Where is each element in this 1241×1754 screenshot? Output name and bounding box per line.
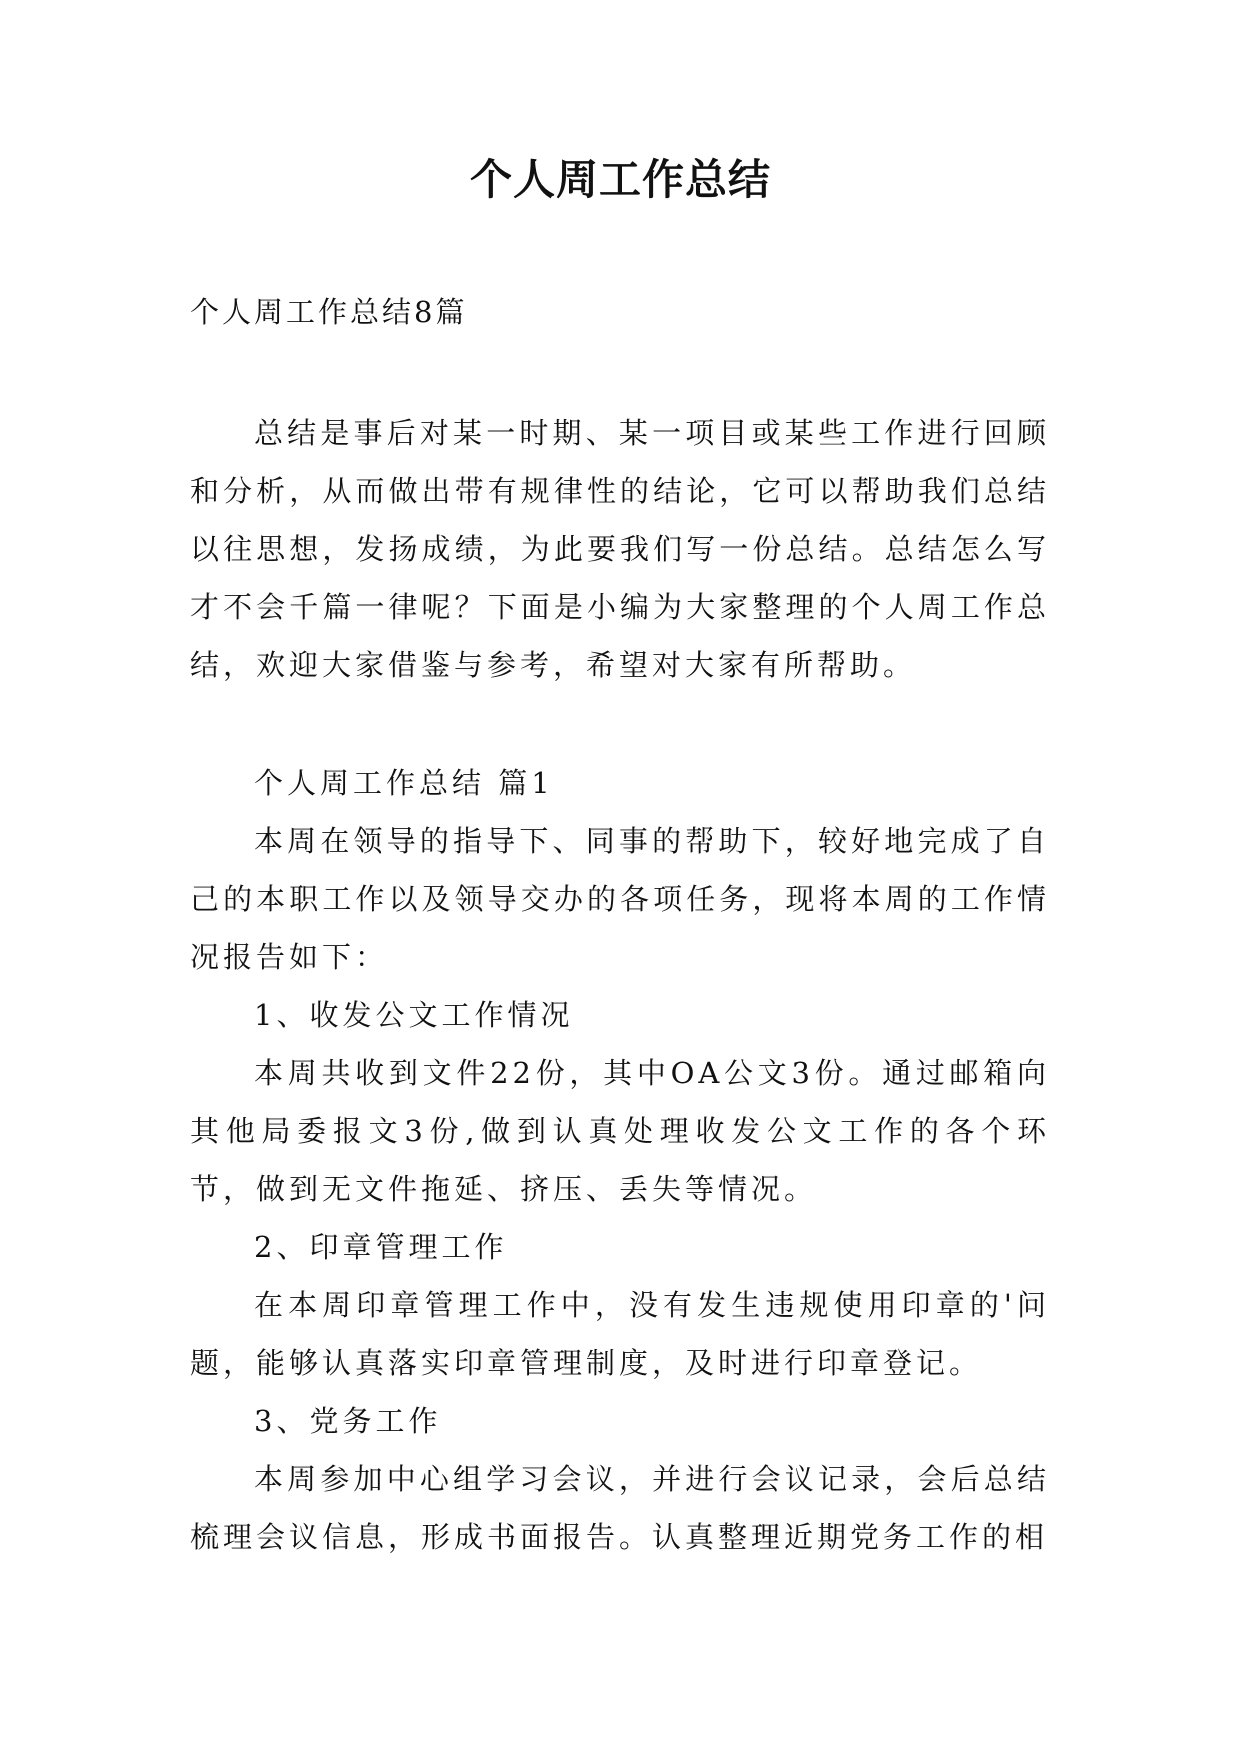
intro-paragraph: 总结是事后对某一时期、某一项目或某些工作进行回顾和分析，从而做出带有规律性的结论，它可以帮助我们总结以往思想，发扬成绩，为此要我们写一份总结。总结怎么写才不会千篇一律呢？下面是小编为大家整理的个人周工作总结，欢迎大家借鉴与参考，希望对大家有所帮助。 <box>190 416 1050 682</box>
document-title: 个人周工作总结 <box>469 155 771 204</box>
item-heading-party: 3、党务工作 <box>254 1404 442 1438</box>
document-subtitle: 个人周工作总结8篇 <box>190 295 468 329</box>
body-paragraph: 本周共收到文件22份，其中OA公文3份。通过邮箱向其他局委报文3份,做到认真处理收发公文工作的各个环节，做到无文件拖延、挤压、丢失等情况。 <box>190 1056 1050 1206</box>
body-paragraph: 在本周印章管理工作中，没有发生违规使用印章的'问题，能够认真落实印章管理制度，及时进行印章登记。 <box>190 1288 1050 1380</box>
section-content <box>190 754 1050 1566</box>
body-paragraph: 本周参加中心组学习会议，并进行会议记录，会后总结梳理会议信息，形成书面报告。认真整理近期党务工作的相 <box>190 1462 1050 1554</box>
intro-block <box>190 404 1050 694</box>
item-heading-documents: 1、收发公文工作情况 <box>254 998 574 1032</box>
section-heading: 个人周工作总结 篇1 <box>254 766 554 800</box>
body-paragraph: 本周在领导的指导下、同事的帮助下，较好地完成了自己的本职工作以及领导交办的各项任务，现将本周的工作情况报告如下： <box>190 824 1050 974</box>
item-heading-seal: 2、印章管理工作 <box>254 1230 508 1264</box>
